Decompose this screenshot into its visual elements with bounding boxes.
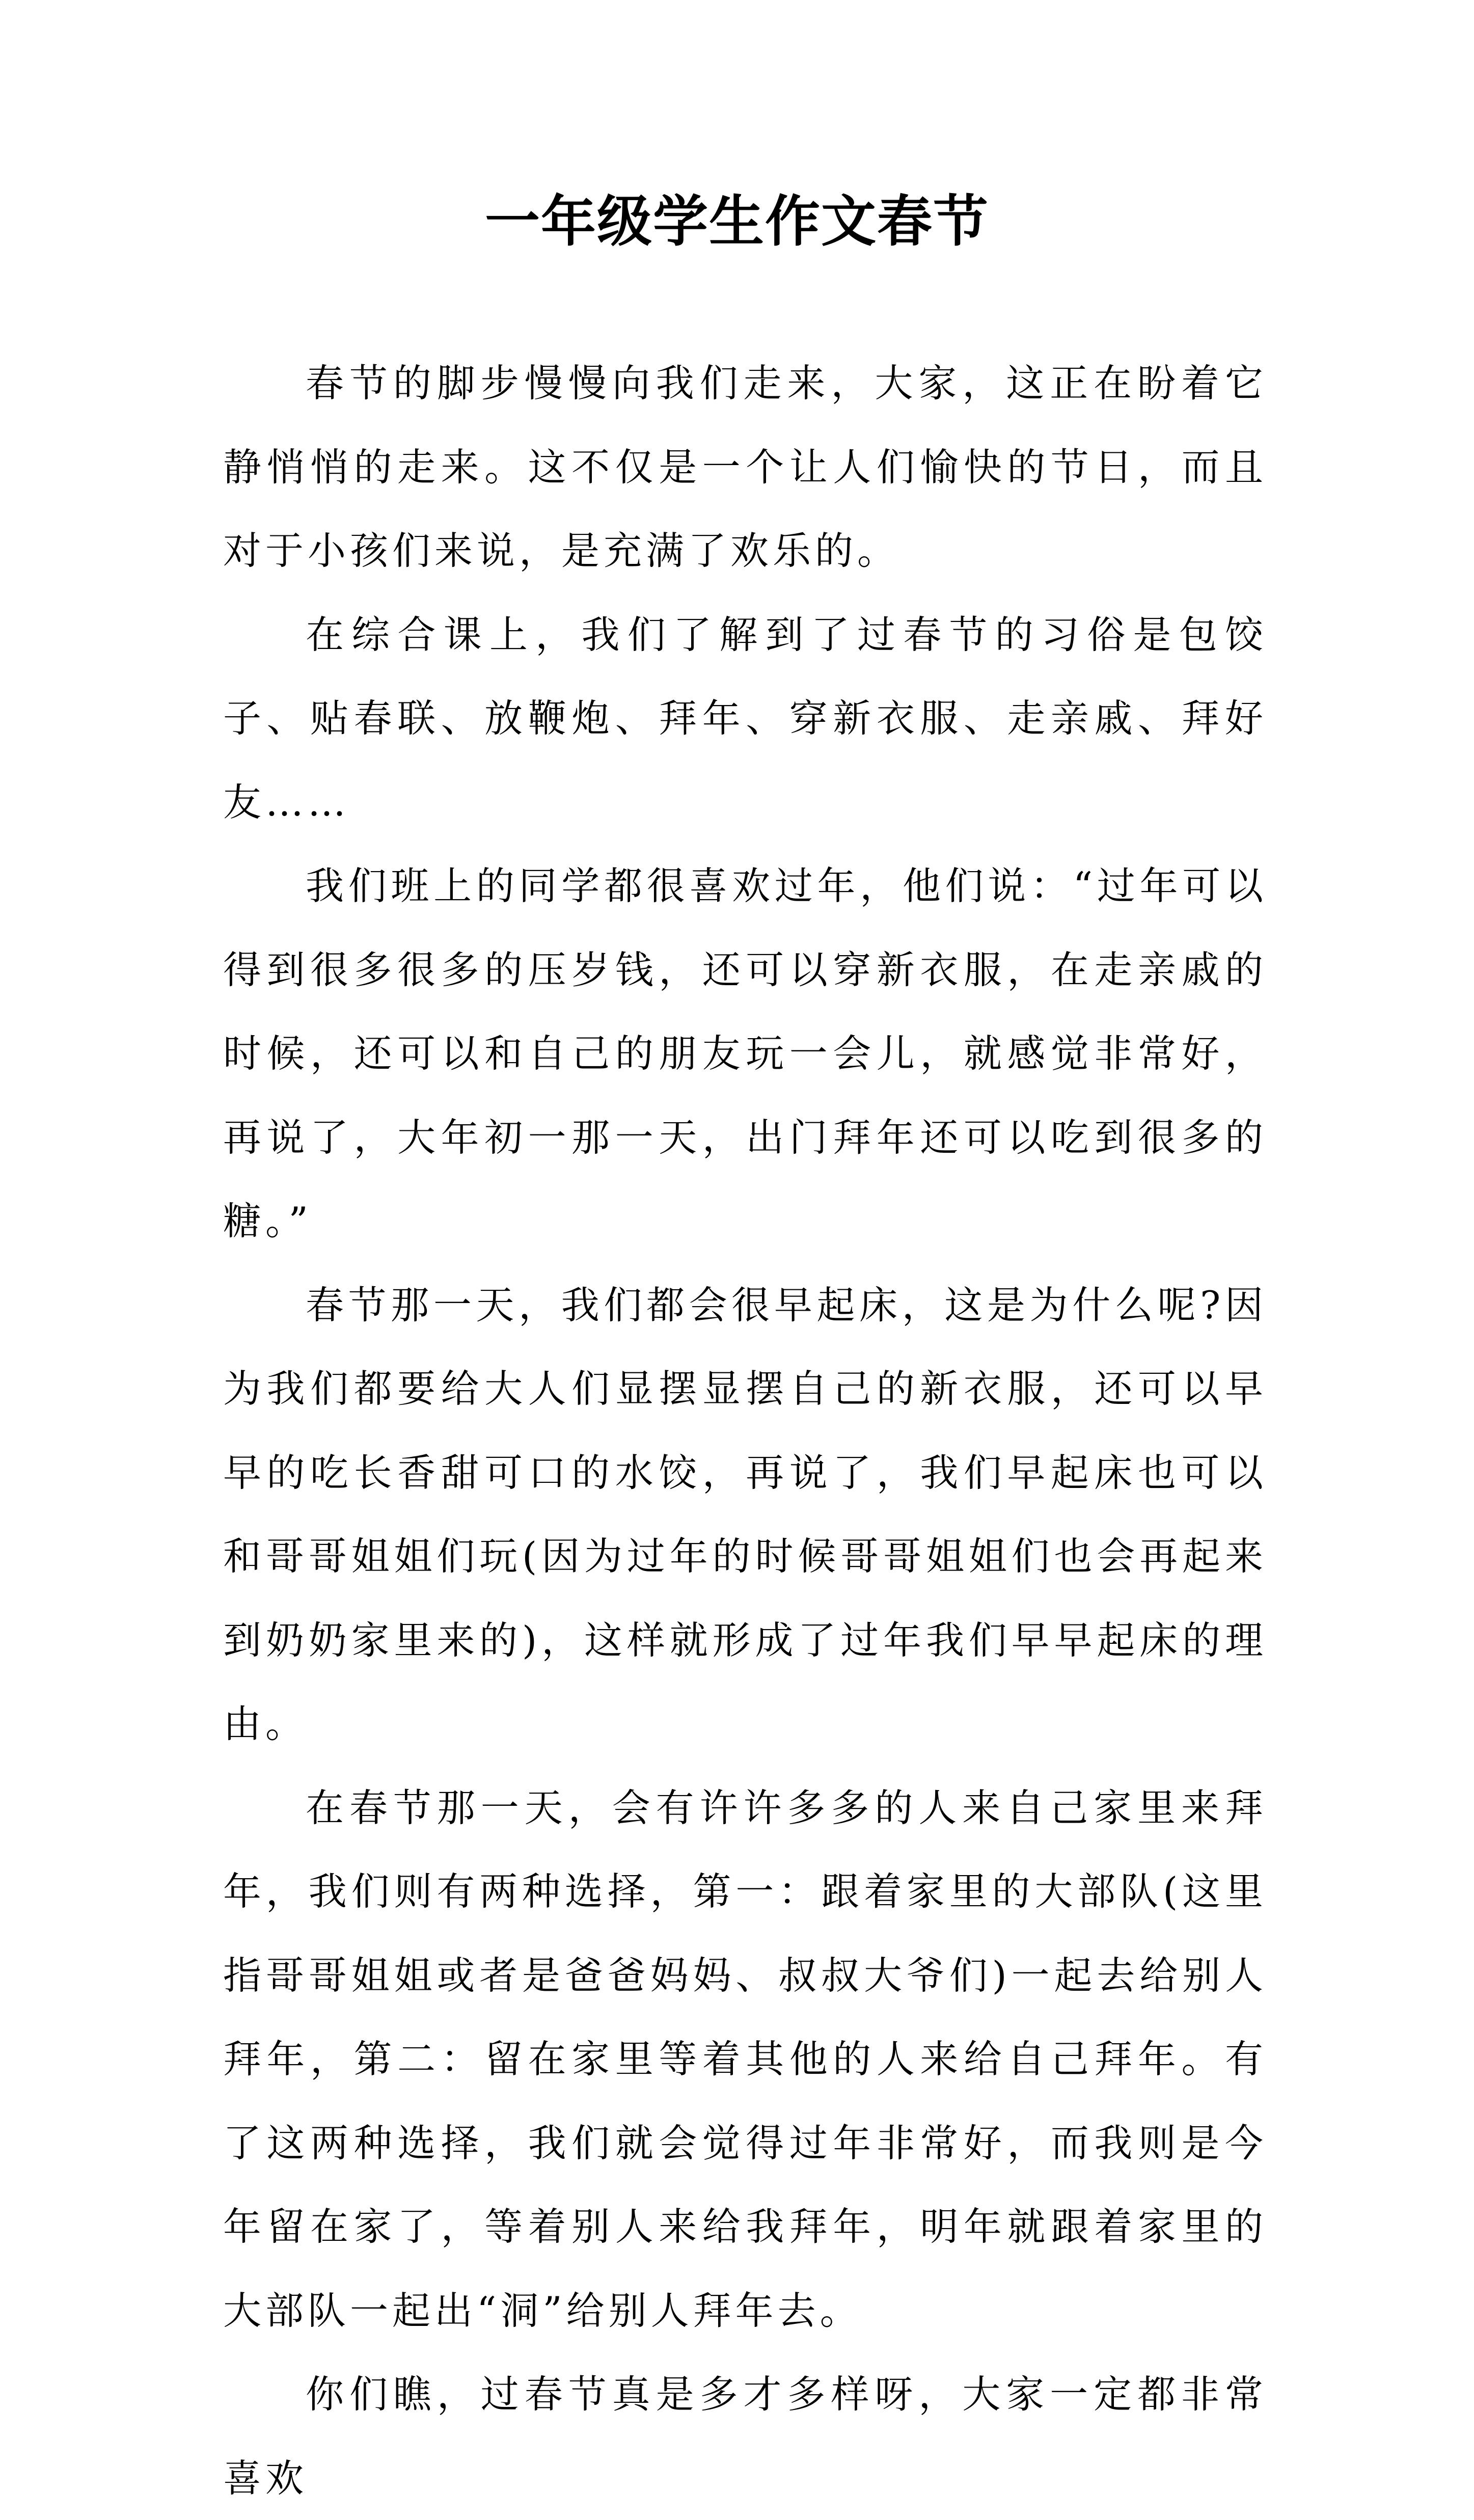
paragraph-6: 你们瞧，过春节真是多才多样呀，大家一定都非常喜欢 xyxy=(223,2372,1267,2501)
essay-body xyxy=(223,341,1267,2520)
paragraph-4: 春节那一天，我们都会很早起床，这是为什么呢?因为我们都要给大人们显摆显摆自己的新衣服，还可以早早的吃长香甜可口的水饺，再说了，我们早起床也可以和哥哥姐姐们玩(因为过年的时候哥哥姐姐们也会再起来到奶奶家里来的)，这样就形成了过年我们早早起床的理由。 xyxy=(223,1282,1267,1746)
document-title: 一年级学生作文春节 xyxy=(484,189,989,254)
paragraph-2: 在综合课上，我们了解到了过春节的习俗是包饺子、贴春联、放鞭炮、拜年、穿新衣服、走亲戚、拜好友…… xyxy=(223,612,1267,825)
paragraph-5: 在春节那一天，会有许许多多的人来自己家里来拜年，我们则有两种选择，第一：跟着家里的大部队(这里指哥哥姐姐或者是爸爸妈妈、叔叔大爷们)一起去给别人拜年，第二：留在家里等着其他的人来给自己拜年。有了这两种选择，我们就会觉得过年非常好，而我则是今年留在家了，等着别人来给我拜年，明年就跟着家里的大部队一起出“洞”给别人拜年去。 xyxy=(223,1785,1267,2333)
paragraph-1: 春节的脚步慢慢向我们走来，大家，这正在盼着它静悄悄的走来。这不仅是一个让人们愉快的节日，而且对于小孩们来说，是充满了欢乐的。 xyxy=(223,361,1267,573)
paragraph-3: 我们班上的同学都很喜欢过年，他们说：“过年可以得到很多很多的压岁钱，还可以穿新衣服，在走亲戚的时候，还可以和自己的朋友玩一会儿，就感觉非常好，再说了，大年初一那一天，出门拜年还可以吃到很多的糖。” xyxy=(223,863,1267,1243)
